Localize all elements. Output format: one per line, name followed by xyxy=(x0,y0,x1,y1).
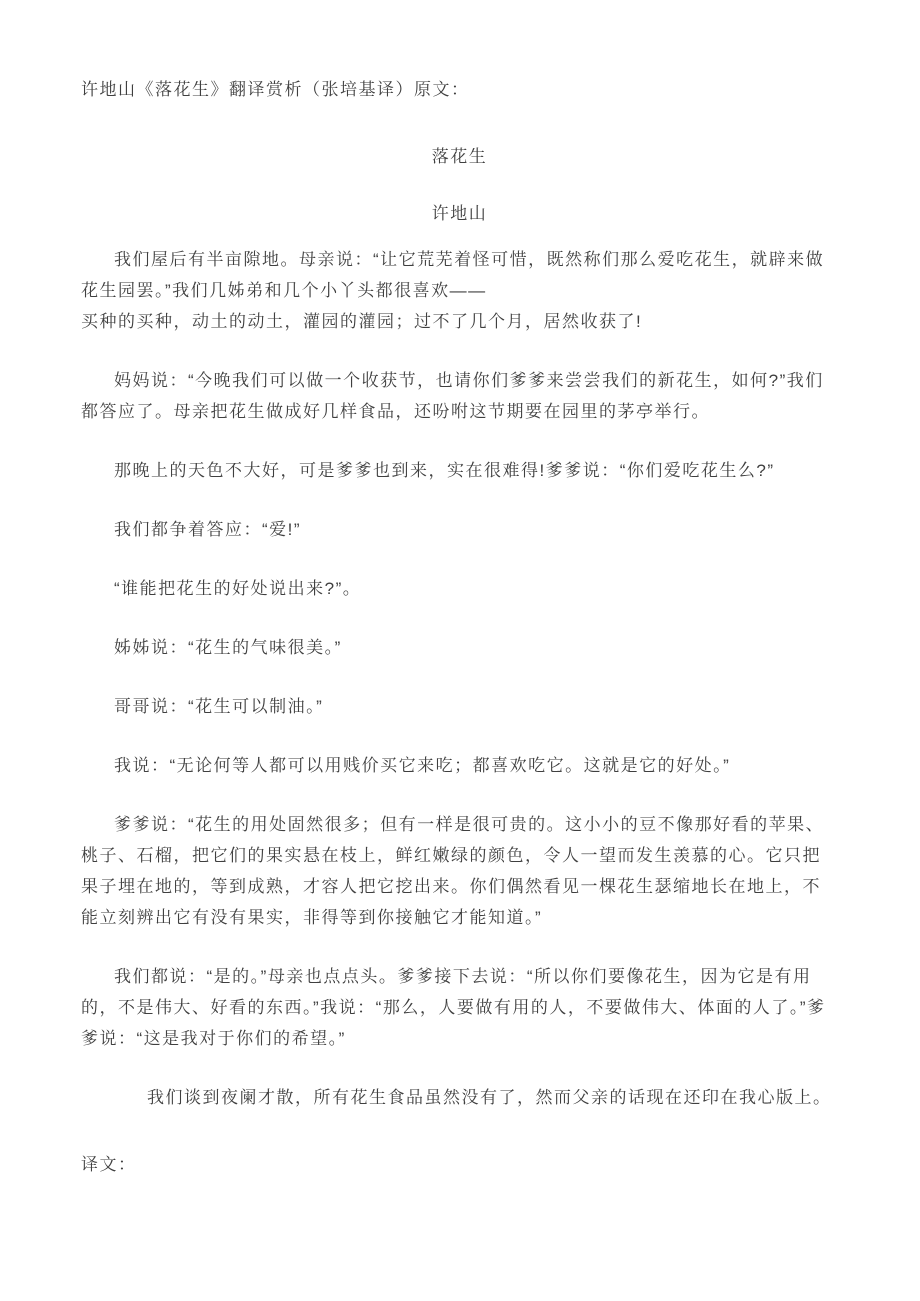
essay-paragraph: 我们屋后有半亩隙地。母亲说：“让它荒芜着怪可惜，既然称们那么爱吃花生，就辟来做花生园罢。”我们几姊弟和几个小丫头都很喜欢—— 买种的买种，动土的动土，灌园的灌园；过不了几个月，居然收获了! xyxy=(81,250,825,331)
essay-paragraph: 姊姊说：“花生的气味很美。” xyxy=(114,638,342,657)
essay-body xyxy=(81,244,838,1113)
essay-paragraph: 我们都争着答应：“爱!” xyxy=(114,520,302,539)
essay-paragraph: 我说：“无论何等人都可以用贱价买它来吃；都喜欢吃它。这就是它的好处。” xyxy=(114,756,731,775)
essay-paragraph: 哥哥说：“花生可以制油。” xyxy=(114,697,324,716)
essay-author: 许地山 xyxy=(431,204,488,223)
essay-title: 落花生 xyxy=(431,147,488,166)
essay-paragraph: 我们谈到夜阑才散，所有花生食品虽然没有了，然而父亲的话现在还印在我心版上。 xyxy=(147,1088,832,1107)
essay-paragraph: 妈妈说：“今晚我们可以做一个收获节，也请你们爹爹来尝尝我们的新花生，如何?”我们都答应了。母亲把花生做成好几样食品，还吩咐这节期要在园里的茅亭举行。 xyxy=(81,371,824,421)
essay-paragraph: 那晚上的天色不大好，可是爹爹也到来，实在很难得!爹爹说：“你们爱吃花生么?” xyxy=(114,461,775,480)
essay-paragraph: 爹爹说：“花生的用处固然很多；但有一样是很可贵的。这小小的豆不像那好看的苹果、桃子、石榴，把它们的果实悬在枝上，鲜红嫩绿的颜色，令人一望而发生羡慕的心。它只把果子埋在地的，等到成熟，才容人把它挖出来。你们偶然看见一棵花生瑟缩地长在地上，不能立刻辨出它有没有果实，非得等到你接触它才能知道。” xyxy=(81,815,825,927)
translation-label: 译文： xyxy=(81,1155,137,1174)
essay-paragraph: “谁能把花生的好处说出来?”。 xyxy=(114,579,362,598)
document-header: 许地山《落花生》翻译赏析（张培基译）原文： xyxy=(81,80,470,99)
essay-paragraph: 我们都说：“是的。”母亲也点点头。爹爹接下去说：“所以你们要像花生，因为它是有用的，不是伟大、好看的东西。”我说：“那么，人要做有用的人，不要做伟大、体面的人了。”爹爹说：“这是我对于你们的希望。” xyxy=(81,967,826,1048)
